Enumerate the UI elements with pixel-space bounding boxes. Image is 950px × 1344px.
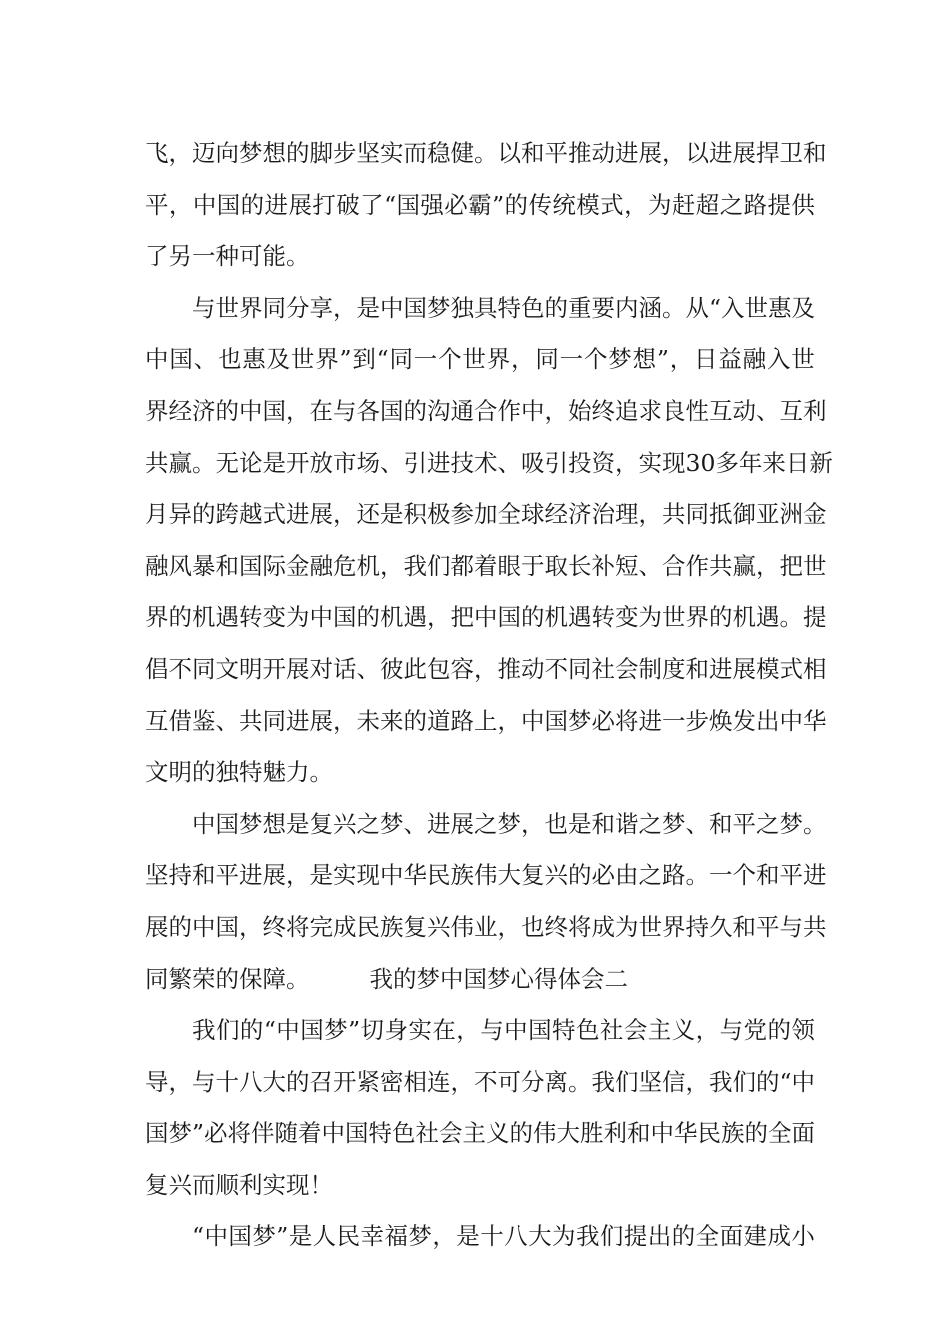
text-fragment: 同繁荣的保障。 <box>145 964 310 993</box>
body-text <box>145 128 833 1263</box>
text-line: 展 的 中 国 ， 终 将 完 成 民 族 复 兴 伟 业 ， 也 终 将 成 为 世 界 持 久 和 平 与 共 <box>145 912 827 941</box>
text-line-with-heading <box>145 954 815 1006</box>
text-line: 融 风 暴 和 国 际 金 融 危 机 ， 我 们 都 着 眼 于 取 长 补 短 、 合 作 共 赢 ， 把 世 <box>145 551 827 580</box>
text-line: 复兴而顺利实现！ <box>145 1170 333 1199</box>
text-line: 界 的 机 遇 转 变 为 中 国 的 机 遇 ， 把 中 国 的 机 遇 转 变 为 世 界 的 机 遇 。 提 <box>145 603 827 632</box>
text-line: 文明的独特魅力。 <box>145 758 333 787</box>
text-line: 倡 不 同 文 明 开 展 对 话 、 彼 此 包 容 ， 推 动 不 同 社 会 制 度 和 进 展 模 式 相 <box>145 654 827 683</box>
text-line: 导 ， 与 十 八 大 的 召 开 紧 密 相 连 ， 不 可 分 离 。 我 们 坚 信 ， 我 们 的 “ 中 <box>145 1067 816 1096</box>
text-line: 国 梦 ” 必 将 伴 随 着 中 国 特 色 社 会 主 义 的 伟 大 胜 利 和 中 华 民 族 的 全 面 <box>145 1119 816 1148</box>
text-line: 月 异 的 跨 越 式 进 展 ， 还 是 积 极 参 加 全 球 经 济 治 理 ， 共 同 抵 御 亚 洲 金 <box>145 500 827 529</box>
text-line: 界 经 济 的 中 国 ， 在 与 各 国 的 沟 通 合 作 中 ， 始 终 追 求 良 性 互 动 、 互 利 <box>145 396 827 425</box>
text-line: 飞 ， 迈 向 梦 想 的 脚 步 坚 实 而 稳 健 。 以 和 平 推 动 进 展 ， 以 进 展 捍 卫 和 <box>145 139 827 167</box>
text-line: 坚 持 和 平 进 展 ， 是 实 现 中 华 民 族 伟 大 复 兴 的 必 由 之 路 。 一 个 和 平 进 <box>145 861 827 890</box>
paragraph-first-line: “ 中 国 梦 ” 是 人 民 幸 福 梦 ， 是 十 八 大 为 我 们 提 出 的 全 面 建 成 小 <box>192 1222 815 1251</box>
paragraph-first-line: 中 国 梦 想 是 复 兴 之 梦 、 进 展 之 梦 ， 也 是 和 谐 之 梦 、 和 平 之 梦 。 <box>192 809 827 838</box>
paragraph-first-line: 我 们 的 “ 中 国 梦 ” 切 身 实 在 ， 与 中 国 特 色 社 会 主 义 ， 与 党 的 领 <box>192 1016 815 1045</box>
text-line: 互 借 鉴 、 共 同 进 展 ， 未 来 的 道 路 上 ， 中 国 梦 必 将 进 一 步 焕 发 出 中 华 <box>145 706 827 735</box>
paragraph-first-line: 与 世 界 同 分 享 ， 是 中 国 梦 独 具 特 色 的 重 要 内 涵 。 从 “ 入 世 惠 及 <box>192 293 816 322</box>
text-line: 平 ， 中 国 的 进 展 打 破 了 “ 国 强 必 霸 ” 的 传 统 模 式 ， 为 赶 超 之 路 提 供 <box>145 190 815 219</box>
text-line: 中 国 、 也 惠 及 世 界 ” 到 “ 同 一 个 世 界 ， 同 一 个 梦 想 ” ， 日 益 融 入 世 <box>145 345 815 374</box>
section-heading: 我的梦中国梦心得体会二 <box>369 964 628 993</box>
text-line: 共 赢 。 无 论 是 开 放 市 场 、 引 进 技 术 、 吸 引 投 资 ， 实 现 3 0 多 年 来 日 新 <box>145 448 833 477</box>
text-line: 了另一种可能。 <box>145 242 310 271</box>
